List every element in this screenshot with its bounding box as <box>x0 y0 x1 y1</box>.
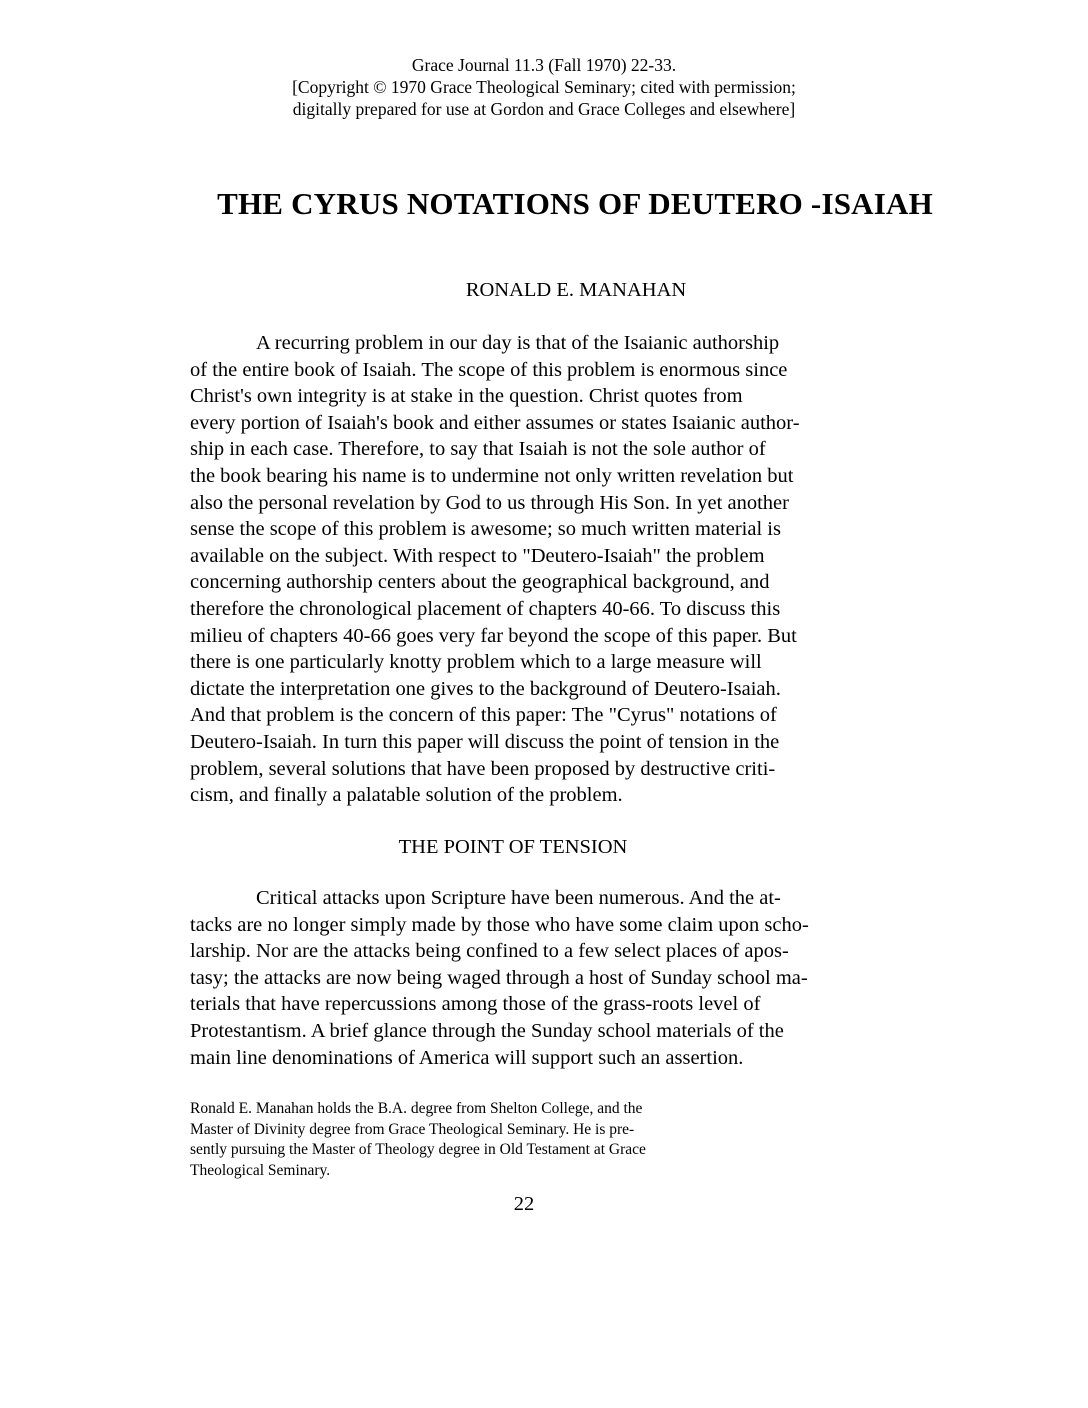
paragraph-line: cism, and finally a palatable solution of the problem. <box>190 784 623 807</box>
paragraph-line: every portion of Isaiah's book and either assumes or states Isaianic author- <box>190 411 800 434</box>
paragraph-line: available on the subject. With respect to "Deutero-Isaiah" the problem <box>190 544 765 567</box>
page-number: 22 <box>513 1193 535 1215</box>
paragraph-line: concerning authorship centers about the geographical background, and <box>190 571 770 594</box>
footnote-line: Theological Seminary. <box>190 1161 331 1179</box>
author-footnote <box>190 1099 810 1181</box>
footnote-line: Master of Divinity degree from Grace Theological Seminary. He is pre- <box>190 1120 635 1138</box>
section-heading: THE POINT OF TENSION <box>398 836 628 858</box>
paragraph-line: dictate the interpretation one gives to the background of Deutero-Isaiah. <box>190 677 781 700</box>
article-author: RONALD E. MANAHAN <box>465 279 687 301</box>
paragraph-line: main line denominations of America will support such an assertion. <box>190 1046 744 1069</box>
paragraph-line: milieu of chapters 40-66 goes very far beyond the scope of this paper. But <box>190 624 797 647</box>
paragraph-line: therefore the chronological placement of chapters 40-66. To discuss this <box>190 597 781 620</box>
paragraph-line: Christ's own integrity is at stake in the question. Christ quotes from <box>190 385 743 408</box>
header-digitization-note: digitally prepared for use at Gordon and Grace Colleges and elsewhere] <box>292 99 796 119</box>
paragraph-line: Deutero-Isaiah. In turn this paper will discuss the point of tension in the <box>190 730 780 753</box>
paragraph-line: the book bearing his name is to undermine not only written revelation but <box>190 464 794 487</box>
paragraph-line: tacks are no longer simply made by those who have some claim upon scho- <box>190 913 809 936</box>
paragraph-line: ship in each case. Therefore, to say that Isaiah is not the sole author of <box>190 438 766 461</box>
header-citation: Grace Journal 11.3 (Fall 1970) 22-33. <box>411 55 677 75</box>
paragraph-line: Critical attacks upon Scripture have been numerous. And the at- <box>256 887 781 909</box>
paragraph-line: terials that have repercussions among those of the grass-roots level of <box>190 993 761 1016</box>
header-copyright: [Copyright © 1970 Grace Theological Seminary; cited with permission; <box>292 77 796 97</box>
article-title: THE CYRUS NOTATIONS OF DEUTERO -ISAIAH <box>217 186 933 221</box>
intro-paragraph <box>190 330 890 809</box>
footnote-line: sently pursuing the Master of Theology degree in Old Testament at Grace <box>190 1141 646 1158</box>
paragraph-line: of the entire book of Isaiah. The scope of this problem is enormous since <box>190 358 788 381</box>
paragraph-line: And that problem is the concern of this paper: The "Cyrus" notations of <box>190 704 777 727</box>
footnote-line: Ronald E. Manahan holds the B.A. degree from Shelton College, and the <box>190 1100 643 1117</box>
paragraph-line: larship. Nor are the attacks being confined to a few select places of apos- <box>190 940 789 963</box>
paragraph-line: problem, several solutions that have been proposed by destructive criti- <box>190 757 776 780</box>
paragraph-line: there is one particularly knotty problem which to a large measure will <box>190 651 762 674</box>
journal-header <box>0 54 1088 120</box>
section-paragraph <box>190 885 890 1071</box>
paragraph-line: also the personal revelation by God to us through His Son. In yet another <box>190 491 789 514</box>
paragraph-line: Protestantism. A brief glance through the Sunday school materials of the <box>190 1019 784 1042</box>
paragraph-line: tasy; the attacks are now being waged through a host of Sunday school ma- <box>190 966 808 989</box>
paragraph-line: sense the scope of this problem is awesome; so much written material is <box>190 518 781 541</box>
paragraph-line: A recurring problem in our day is that of the Isaianic authorship <box>256 332 780 354</box>
